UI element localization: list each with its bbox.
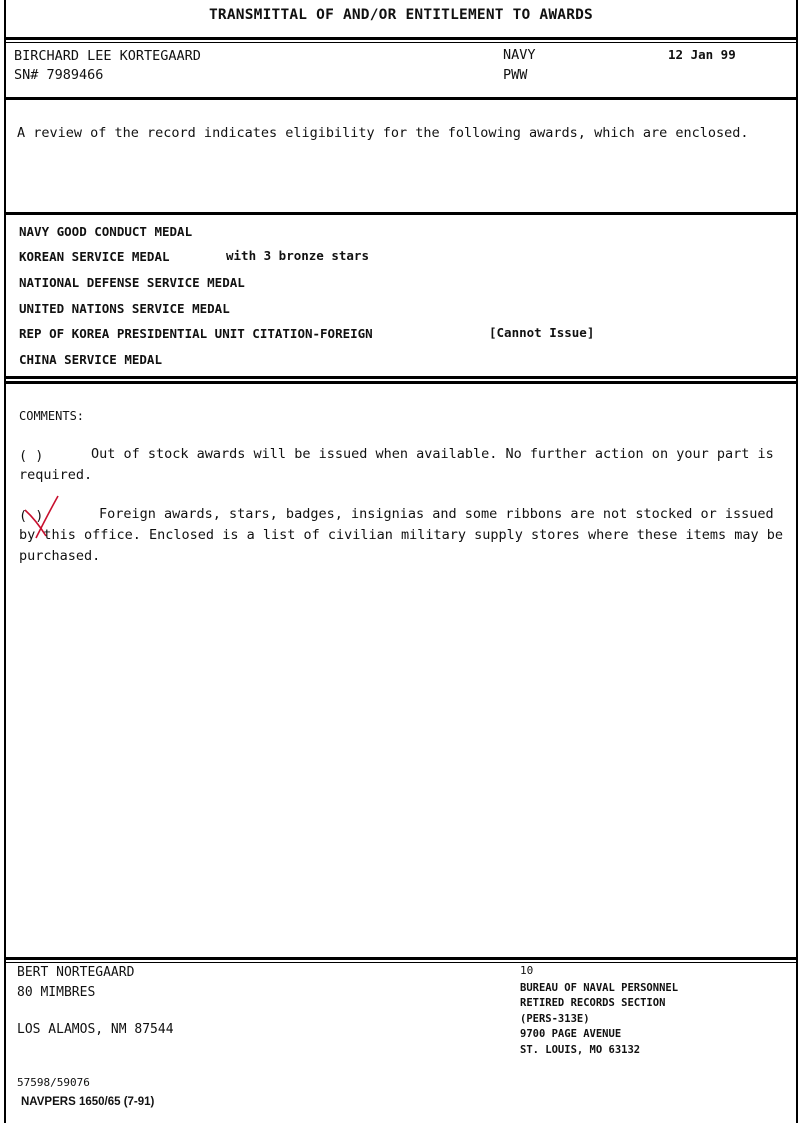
recipient-street: 80 MIMBRES xyxy=(17,985,96,1000)
sender-line: RETIRED RECORDS SECTION xyxy=(520,997,666,1009)
award-item: NAVY GOOD CONDUCT MEDAL xyxy=(19,224,193,239)
right-border xyxy=(796,0,798,1123)
sender-line: ST. LOUIS, MO 63132 xyxy=(520,1044,641,1056)
review-section-rule xyxy=(4,212,798,215)
sender-line: BUREAU OF NAVAL PERSONNEL xyxy=(520,982,679,994)
option-text: Out of stock awards will be issued when available. No further action on your part is required. xyxy=(19,446,774,483)
comments-label: COMMENTS: xyxy=(19,409,85,423)
option-text-foreign-awards xyxy=(19,504,794,567)
review-statement: A review of the record indicates eligibility for the following awards, which are enclosed. xyxy=(17,125,749,141)
header-rule-bottom xyxy=(4,42,798,43)
option-text: Foreign awards, stars, badges, insignias and some ribbons are not stocked or issued by this office. Enclosed is a list of civilian military supply stores where these items may be purchased. xyxy=(19,506,784,564)
name-section-rule xyxy=(4,97,798,100)
reference-number: 57598/59076 xyxy=(17,1076,90,1089)
award-transmittal-form xyxy=(4,0,798,1123)
award-note: with 3 bronze stars xyxy=(226,248,369,263)
member-name: BIRCHARD LEE KORTEGAARD xyxy=(14,48,201,64)
header-rule-top xyxy=(4,37,798,40)
letter-date: 12 Jan 99 xyxy=(668,47,736,62)
comments-section-rule xyxy=(4,957,798,960)
award-item: REP OF KOREA PRESIDENTIAL UNIT CITATION-FOREIGN xyxy=(19,326,373,341)
sender-code: 10 xyxy=(520,964,534,977)
service-branch: NAVY xyxy=(503,47,536,63)
award-item: KOREAN SERVICE MEDAL xyxy=(19,249,170,264)
award-note: [Cannot Issue] xyxy=(489,325,595,340)
left-border xyxy=(4,0,6,1123)
award-item: UNITED NATIONS SERVICE MEDAL xyxy=(19,301,230,316)
award-item: CHINA SERVICE MEDAL xyxy=(19,352,162,367)
recipient-name: BERT NORTEGAARD xyxy=(17,965,135,980)
option-text-out-of-stock xyxy=(19,444,784,486)
option-checkbox-out-of-stock[interactable]: ( ) xyxy=(19,448,44,464)
address-section-rule xyxy=(4,962,798,963)
form-title: TRANSMITTAL OF AND/OR ENTITLEMENT TO AWARDS xyxy=(209,7,593,23)
awards-section-rule-top xyxy=(4,376,798,379)
award-item: NATIONAL DEFENSE SERVICE MEDAL xyxy=(19,275,245,290)
sender-line: 9700 PAGE AVENUE xyxy=(520,1028,622,1040)
member-status: PWW xyxy=(503,67,528,83)
sender-line: (PERS-313E) xyxy=(520,1013,590,1025)
option-checkbox-foreign-awards[interactable]: ( ) xyxy=(19,508,44,524)
recipient-city: LOS ALAMOS, NM 87544 xyxy=(17,1022,174,1037)
awards-section-rule-bottom xyxy=(4,381,798,384)
form-number: NAVPERS 1650/65 (7-91) xyxy=(21,1096,155,1108)
service-number: SN# 7989466 xyxy=(14,67,104,83)
